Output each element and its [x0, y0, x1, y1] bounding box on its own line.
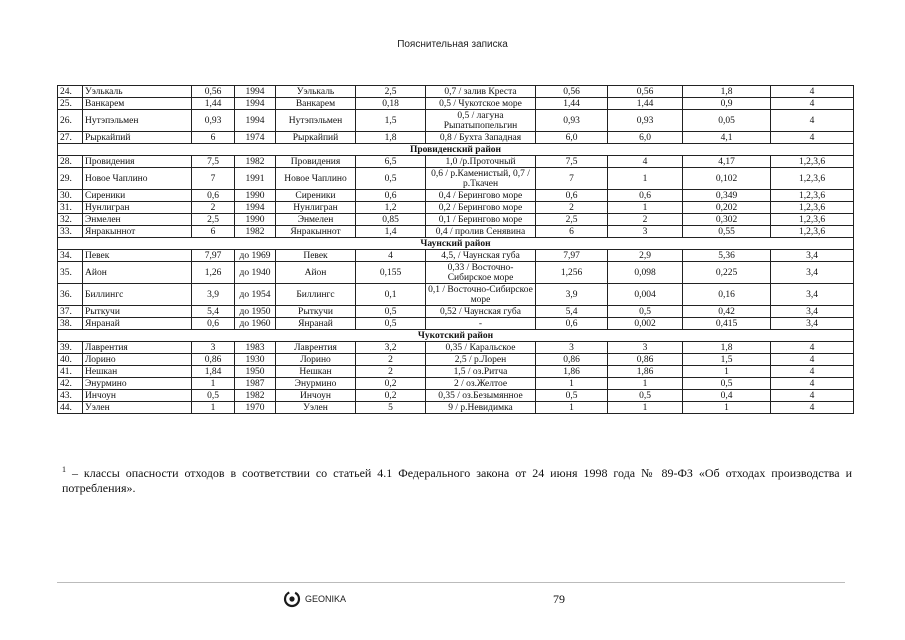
table-cell: Энурмино [83, 378, 192, 390]
table-cell: 2 [192, 202, 235, 214]
table-cell: Нунлигран [83, 202, 192, 214]
table-row [58, 354, 854, 366]
table-cell: Ванкарем [276, 98, 356, 110]
table-cell: 0,56 [608, 86, 683, 98]
table-cell: 28. [58, 156, 83, 168]
table-cell: 1,2,3,6 [771, 226, 854, 238]
table-cell: 1,0 /р.Проточный [426, 156, 536, 168]
table-cell: 1970 [235, 402, 276, 414]
table-cell: 1,8 [683, 86, 771, 98]
landfill-table-wrapper [57, 85, 854, 414]
table-cell: 0,86 [608, 354, 683, 366]
table-row [58, 168, 854, 190]
table-body [58, 86, 854, 414]
table-cell: 4,1 [683, 132, 771, 144]
table-cell: 5,4 [536, 306, 608, 318]
table-cell: 3 [536, 342, 608, 354]
table-cell: 7,5 [536, 156, 608, 168]
table-cell: 2,5 [536, 214, 608, 226]
table-cell: 37. [58, 306, 83, 318]
table-cell: 6,0 [608, 132, 683, 144]
table-cell: 0,33 / Восточно-Сибирское море [426, 262, 536, 284]
table-cell: 1 [608, 378, 683, 390]
table-cell: 0,202 [683, 202, 771, 214]
table-cell: Айон [276, 262, 356, 284]
table-cell: Нешкан [276, 366, 356, 378]
table-cell: 4 [771, 98, 854, 110]
table-row [58, 190, 854, 202]
table-cell: 5,4 [192, 306, 235, 318]
table-cell: 0,93 [192, 110, 235, 132]
table-cell: 0,93 [608, 110, 683, 132]
table-cell: 0,5 / Чукотское море [426, 98, 536, 110]
table-cell: 0,102 [683, 168, 771, 190]
table-cell: 1 [536, 402, 608, 414]
table-cell: 2,5 [192, 214, 235, 226]
table-cell: Уэлен [276, 402, 356, 414]
table-cell: 0,5 [356, 318, 426, 330]
table-cell: 0,6 [536, 190, 608, 202]
table-cell: 1 [608, 168, 683, 190]
table-cell: 0,4 / Берингово море [426, 190, 536, 202]
table-cell: 1994 [235, 202, 276, 214]
table-cell: 1,8 [356, 132, 426, 144]
table-cell: 1991 [235, 168, 276, 190]
table-cell: 4 [356, 250, 426, 262]
table-cell: 0,5 [536, 390, 608, 402]
table-cell: 38. [58, 318, 83, 330]
table-cell: 4 [771, 390, 854, 402]
table-cell: Новое Чаплино [276, 168, 356, 190]
table-cell: 1994 [235, 86, 276, 98]
table-cell: 1,84 [192, 366, 235, 378]
table-cell: 43. [58, 390, 83, 402]
table-cell: 0,42 [683, 306, 771, 318]
table-cell: 1982 [235, 390, 276, 402]
table-cell: 3,2 [356, 342, 426, 354]
table-cell: Нешкан [83, 366, 192, 378]
table-cell: 1990 [235, 214, 276, 226]
table-cell: 1,2,3,6 [771, 202, 854, 214]
table-row [58, 156, 854, 168]
table-cell: 30. [58, 190, 83, 202]
table-cell: 1,256 [536, 262, 608, 284]
page-header-title: Пояснительная записка [397, 39, 508, 50]
table-cell: Новое Чаплино [83, 168, 192, 190]
table-cell: Лорино [83, 354, 192, 366]
table-cell: 1,2,3,6 [771, 156, 854, 168]
table-cell: 0,56 [192, 86, 235, 98]
table-cell: до 1960 [235, 318, 276, 330]
table-cell: 0,5 [608, 306, 683, 318]
table-cell: Айон [83, 262, 192, 284]
table-cell: 1974 [235, 132, 276, 144]
table-cell: 1 [683, 366, 771, 378]
table-cell: 1990 [235, 190, 276, 202]
table-cell: 7,97 [192, 250, 235, 262]
table-cell: 0,5 [608, 390, 683, 402]
table-cell: 0,7 / залив Креста [426, 86, 536, 98]
table-cell: Янракыннот [276, 226, 356, 238]
table-cell: 0,098 [608, 262, 683, 284]
table-cell: 7,5 [192, 156, 235, 168]
table-row [58, 86, 854, 98]
table-cell: 1 [608, 402, 683, 414]
table-cell: 3,4 [771, 284, 854, 306]
table-cell: 5,36 [683, 250, 771, 262]
table-cell: Нутэпэльмен [83, 110, 192, 132]
table-cell: 1,86 [608, 366, 683, 378]
table-cell: Уэлькаль [276, 86, 356, 98]
table-cell: 0,5 [356, 168, 426, 190]
table-cell: Рыркайпий [276, 132, 356, 144]
table-cell: Инчоун [276, 390, 356, 402]
table-cell: 0,2 / Берингово море [426, 202, 536, 214]
footer-divider [57, 582, 845, 583]
table-row [58, 250, 854, 262]
table-cell: 1994 [235, 110, 276, 132]
table-cell: 0,35 / Каральское [426, 342, 536, 354]
table-cell: 3 [192, 342, 235, 354]
table-cell: 24. [58, 86, 83, 98]
table-cell: 6 [536, 226, 608, 238]
table-cell: 2 / оз.Желтое [426, 378, 536, 390]
table-cell: 41. [58, 366, 83, 378]
table-cell: 1982 [235, 156, 276, 168]
table-row [58, 214, 854, 226]
table-cell: 1 [608, 202, 683, 214]
table-cell: 0,55 [683, 226, 771, 238]
landfill-table [57, 85, 854, 414]
table-row [58, 318, 854, 330]
table-cell: до 1950 [235, 306, 276, 318]
table-cell: 2 [356, 354, 426, 366]
table-cell: 1,5 [356, 110, 426, 132]
table-row [58, 390, 854, 402]
table-cell: 0,85 [356, 214, 426, 226]
table-cell: 0,2 [356, 378, 426, 390]
table-row [58, 202, 854, 214]
table-cell: 6,5 [356, 156, 426, 168]
table-cell: 4 [771, 342, 854, 354]
table-cell: 1,44 [536, 98, 608, 110]
table-cell: 6 [192, 226, 235, 238]
table-cell: 1,2,3,6 [771, 168, 854, 190]
table-cell: 34. [58, 250, 83, 262]
table-cell: 3,4 [771, 318, 854, 330]
table-cell: Провидения [276, 156, 356, 168]
table-cell: 0,6 / р.Каменистый, 0,7 / р.Ткачен [426, 168, 536, 190]
table-cell: 0,6 [356, 190, 426, 202]
table-cell: 5 [356, 402, 426, 414]
table-cell: 3,9 [192, 284, 235, 306]
table-cell: 4 [771, 378, 854, 390]
table-cell: 0,1 / Восточно-Сибирское море [426, 284, 536, 306]
table-cell: 33. [58, 226, 83, 238]
geonika-logo-icon [283, 590, 301, 608]
table-cell: 4 [771, 132, 854, 144]
logo-wordmark: GEONIKA [305, 593, 347, 604]
table-cell: 3 [608, 342, 683, 354]
table-cell: 1,4 [356, 226, 426, 238]
table-cell: Нунлигран [276, 202, 356, 214]
table-cell: 1950 [235, 366, 276, 378]
table-cell: Биллингс [276, 284, 356, 306]
table-cell: 2 [608, 214, 683, 226]
table-cell: Сиреники [83, 190, 192, 202]
district-header-row [58, 330, 854, 342]
table-cell: 0,2 [356, 390, 426, 402]
table-cell: 40. [58, 354, 83, 366]
table-cell: до 1954 [235, 284, 276, 306]
geonika-logo [283, 590, 346, 608]
table-cell: 25. [58, 98, 83, 110]
table-cell: 4 [608, 156, 683, 168]
table-cell: 0,4 [683, 390, 771, 402]
table-cell: 4,5, / Чаунская губа [426, 250, 536, 262]
table-cell: 0,5 / лагуна Рыпатыпопельгин [426, 110, 536, 132]
table-cell: 7,97 [536, 250, 608, 262]
table-cell: 0,56 [536, 86, 608, 98]
table-cell: 0,86 [536, 354, 608, 366]
table-cell: 4,17 [683, 156, 771, 168]
table-cell: 1,2,3,6 [771, 214, 854, 226]
table-cell: 0,86 [192, 354, 235, 366]
table-cell: 2,9 [608, 250, 683, 262]
table-cell: 2,5 / р.Лорен [426, 354, 536, 366]
table-cell: 1,44 [192, 98, 235, 110]
table-cell: 0,002 [608, 318, 683, 330]
footnote-marker: 1 [62, 465, 66, 474]
table-row [58, 306, 854, 318]
table-cell: 0,35 / оз.Безымянное [426, 390, 536, 402]
district-header: Провиденский район [58, 144, 854, 156]
table-cell: Сиреники [276, 190, 356, 202]
table-cell: 0,6 [192, 318, 235, 330]
table-cell: Энурмино [276, 378, 356, 390]
table-cell: 1983 [235, 342, 276, 354]
table-cell: 0,6 [536, 318, 608, 330]
table-cell: Инчоун [83, 390, 192, 402]
table-cell: 1,86 [536, 366, 608, 378]
table-cell: Лаврентия [276, 342, 356, 354]
table-cell: 1 [536, 378, 608, 390]
table-cell: 1,5 [683, 354, 771, 366]
table-cell: 3,4 [771, 306, 854, 318]
table-cell: 1930 [235, 354, 276, 366]
table-row [58, 402, 854, 414]
table-cell: до 1969 [235, 250, 276, 262]
table-cell: 27. [58, 132, 83, 144]
table-cell: Уэлькаль [83, 86, 192, 98]
table-cell: 0,349 [683, 190, 771, 202]
table-cell: 2 [536, 202, 608, 214]
table-cell: 44. [58, 402, 83, 414]
table-cell: Лорино [276, 354, 356, 366]
table-row [58, 262, 854, 284]
district-header: Чаунский район [58, 238, 854, 250]
table-cell: 0,5 [683, 378, 771, 390]
table-cell: 1,2 [356, 202, 426, 214]
district-header-row [58, 144, 854, 156]
table-cell: 3 [608, 226, 683, 238]
table-cell: Нутэпэльмен [276, 110, 356, 132]
page-number: 79 [553, 592, 565, 606]
table-cell: 6,0 [536, 132, 608, 144]
table-cell: Энмелен [83, 214, 192, 226]
table-cell: 0,9 [683, 98, 771, 110]
table-cell: Ванкарем [83, 98, 192, 110]
table-cell: 0,16 [683, 284, 771, 306]
table-cell: 0,05 [683, 110, 771, 132]
table-cell: 0,302 [683, 214, 771, 226]
table-row [58, 132, 854, 144]
table-cell: 6 [192, 132, 235, 144]
table-cell: 0,5 [356, 306, 426, 318]
table-cell: 0,1 / Берингово море [426, 214, 536, 226]
table-cell: 3,4 [771, 262, 854, 284]
table-cell: 7 [536, 168, 608, 190]
table-cell: Биллингс [83, 284, 192, 306]
table-row [58, 378, 854, 390]
table-cell: 3,4 [771, 250, 854, 262]
district-header: Чукотский район [58, 330, 854, 342]
table-cell: 1 [683, 402, 771, 414]
district-header-row [58, 238, 854, 250]
table-cell: 3,9 [536, 284, 608, 306]
table-cell: 0,93 [536, 110, 608, 132]
table-cell: 1994 [235, 98, 276, 110]
table-cell: 39. [58, 342, 83, 354]
table-cell: 0,1 [356, 284, 426, 306]
table-cell: 42. [58, 378, 83, 390]
table-cell: 0,18 [356, 98, 426, 110]
table-cell: 2,5 [356, 86, 426, 98]
table-cell: Певек [83, 250, 192, 262]
table-cell: 0,6 [608, 190, 683, 202]
table-row [58, 98, 854, 110]
table-cell: 4 [771, 354, 854, 366]
table-cell: 4 [771, 86, 854, 98]
table-cell: Янранай [276, 318, 356, 330]
table-cell: 31. [58, 202, 83, 214]
table-cell: 0,415 [683, 318, 771, 330]
table-row [58, 110, 854, 132]
table-cell: 36. [58, 284, 83, 306]
table-cell: 1 [192, 378, 235, 390]
table-cell: 1,8 [683, 342, 771, 354]
table-cell: 0,225 [683, 262, 771, 284]
table-row [58, 342, 854, 354]
table-cell: 0,8 / Бухта Западная [426, 132, 536, 144]
table-cell: Уэлен [83, 402, 192, 414]
table-cell: 26. [58, 110, 83, 132]
table-cell: 1987 [235, 378, 276, 390]
table-cell: 4 [771, 402, 854, 414]
table-cell: 9 / р.Невидимка [426, 402, 536, 414]
footnote [62, 462, 852, 496]
table-cell: Певек [276, 250, 356, 262]
table-cell: 0,155 [356, 262, 426, 284]
table-row [58, 366, 854, 378]
table-cell: 29. [58, 168, 83, 190]
table-cell: 0,52 / Чаунская губа [426, 306, 536, 318]
table-cell: 1,26 [192, 262, 235, 284]
table-cell: 0,004 [608, 284, 683, 306]
footnote-text: – классы опасности отходов в соответствии со статьей 4.1 Федерального закона от 24 июня 1998 года № 89-ФЗ «Об отходах производства и потребления». [62, 466, 852, 495]
table-cell: 1 [192, 402, 235, 414]
table-cell: 0,5 [192, 390, 235, 402]
table-cell: 1,5 / оз.Ритча [426, 366, 536, 378]
table-cell: 1,44 [608, 98, 683, 110]
table-cell: Рыткучи [83, 306, 192, 318]
table-cell: - [426, 318, 536, 330]
table-cell: 7 [192, 168, 235, 190]
table-cell: 0,4 / пролив Сенявина [426, 226, 536, 238]
table-cell: 2 [356, 366, 426, 378]
table-cell: 4 [771, 110, 854, 132]
table-cell: 1982 [235, 226, 276, 238]
table-cell: 35. [58, 262, 83, 284]
table-cell: Энмелен [276, 214, 356, 226]
table-cell: Рыркайпий [83, 132, 192, 144]
table-cell: до 1940 [235, 262, 276, 284]
table-cell: Янракыннот [83, 226, 192, 238]
table-cell: 0,6 [192, 190, 235, 202]
table-cell: Янранай [83, 318, 192, 330]
table-row [58, 226, 854, 238]
table-cell: 32. [58, 214, 83, 226]
table-cell: Лаврентия [83, 342, 192, 354]
table-cell: 4 [771, 366, 854, 378]
table-cell: Провидения [83, 156, 192, 168]
table-cell: 1,2,3,6 [771, 190, 854, 202]
table-row [58, 284, 854, 306]
table-cell: Рыткучи [276, 306, 356, 318]
